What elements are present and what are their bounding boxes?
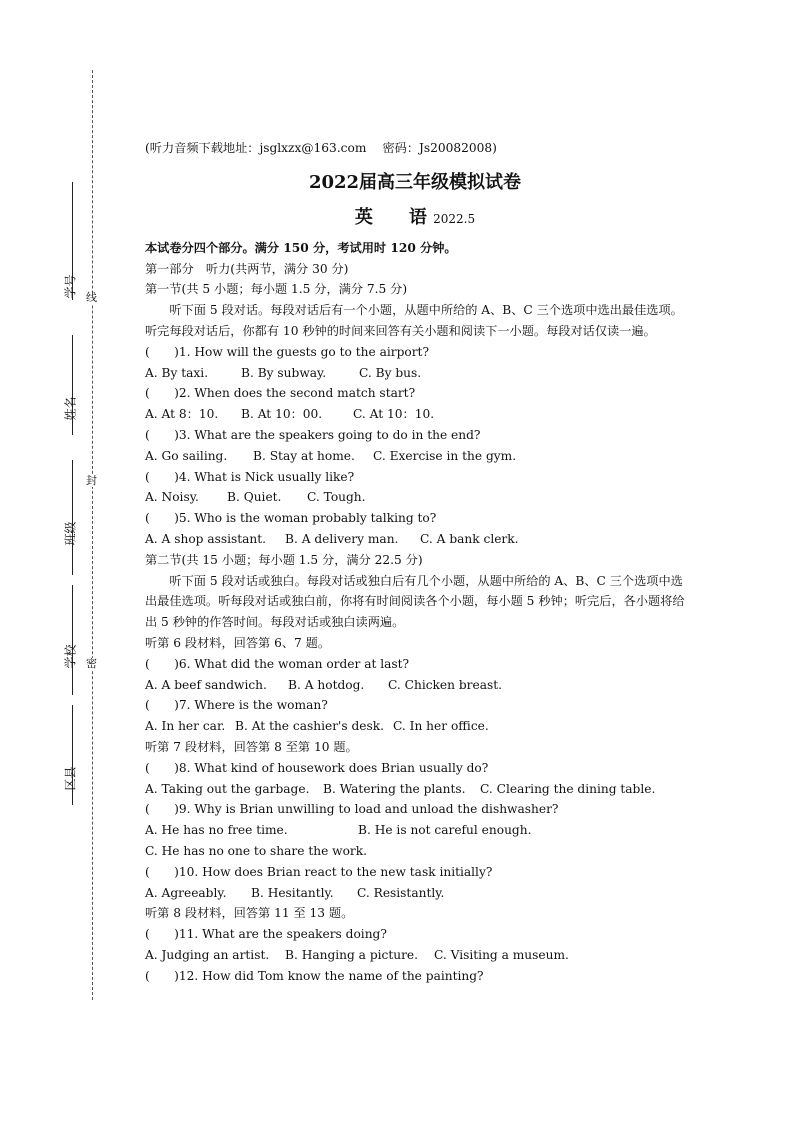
question-3: ( )3. What are the speakers going to do in the end? xyxy=(145,427,481,442)
question-9-options-row1 xyxy=(145,820,685,841)
question-4: ( )4. What is Nick usually like? xyxy=(145,469,355,484)
q2-option-a[interactable]: A. At 8：10. xyxy=(145,407,219,422)
material-7-heading: 听第 7 段材料，回答第 8 至第 10 题。 xyxy=(145,739,358,754)
q11-option-a[interactable]: A. Judging an artist. xyxy=(145,947,270,962)
q1-option-b[interactable]: B. By subway. xyxy=(241,365,327,380)
q5-option-a[interactable]: A. A shop assistant. xyxy=(145,531,267,546)
q2-option-c[interactable]: C. At 10：10. xyxy=(353,407,435,422)
q4-option-c[interactable]: C. Tough. xyxy=(307,490,366,505)
q6-option-a[interactable]: A. A beef sandwich. xyxy=(145,677,267,692)
q8-option-c[interactable]: C. Clearing the dining table. xyxy=(480,781,656,796)
district-label: 区县 xyxy=(63,766,78,791)
q6-option-b[interactable]: B. A hotdog. xyxy=(288,677,365,692)
name-label: 姓名 xyxy=(63,396,78,421)
class-label: 班级 xyxy=(63,521,78,546)
student-id-label: 学号 xyxy=(63,274,78,299)
q11-option-c[interactable]: C. Visiting a museum. xyxy=(434,947,569,962)
question-8-options xyxy=(145,779,685,800)
question-9-options-row2 xyxy=(145,841,685,862)
question-11: ( )11. What are the speakers doing? xyxy=(145,927,387,942)
exam-title: 2022届高三年级模拟试卷 xyxy=(308,171,522,193)
q3-option-a[interactable]: A. Go sailing. xyxy=(145,448,228,463)
q9-option-b[interactable]: B. He is not careful enough. xyxy=(358,823,532,838)
exam-intro: 本试卷分四个部分。满分 150 分，考试用时 120 分钟。 xyxy=(145,240,457,255)
q2-option-b[interactable]: B. At 10：00. xyxy=(241,407,323,422)
q4-option-b[interactable]: B. Quiet. xyxy=(227,490,282,505)
question-8: ( )8. What kind of housework does Brian usually do? xyxy=(145,760,489,775)
question-5: ( )5. Who is the woman probably talking to? xyxy=(145,511,437,526)
question-2: ( )2. When does the second match start? xyxy=(145,386,416,401)
q3-option-c[interactable]: C. Exercise in the gym. xyxy=(373,448,517,463)
q7-option-b[interactable]: B. At the cashier's desk. xyxy=(235,719,385,734)
class-blank[interactable] xyxy=(72,460,73,575)
question-6: ( )6. What did the woman order at last? xyxy=(145,656,410,671)
q3-option-b[interactable]: B. Stay at home. xyxy=(253,448,355,463)
q9-option-a[interactable]: A. He has no free time. xyxy=(145,823,288,838)
q8-option-a[interactable]: A. Taking out the garbage. xyxy=(145,781,310,796)
material-8-heading: 听第 8 段材料，回答第 11 至 13 题。 xyxy=(145,906,354,921)
question-4-options xyxy=(145,487,685,508)
q1-option-c[interactable]: C. By bus. xyxy=(359,365,422,380)
question-7-options xyxy=(145,716,685,737)
q7-option-c[interactable]: C. In her office. xyxy=(393,719,489,734)
q5-option-c[interactable]: C. A bank clerk. xyxy=(420,531,519,546)
school-label: 学校 xyxy=(63,644,78,669)
q1-option-a[interactable]: A. By taxi. xyxy=(145,365,209,380)
part1-heading: 第一部分 听力(共两节，满分 30 分) xyxy=(145,261,349,276)
binding-char-feng: 封 xyxy=(86,474,97,487)
question-9: ( )9. Why is Brian unwilling to load and unload the dishwasher? xyxy=(145,802,559,817)
binding-dashed-line xyxy=(92,70,93,1000)
binding-char-mi: 密 xyxy=(86,657,97,670)
section1-heading: 第一节(共 5 小题；每小题 1.5 分，满分 7.5 分) xyxy=(145,282,408,297)
q6-option-c[interactable]: C. Chicken breast. xyxy=(388,677,502,692)
material-6-heading: 听第 6 段材料，回答第 6、7 题。 xyxy=(145,635,331,650)
question-12: ( )12. How did Tom know the name of the painting? xyxy=(145,968,484,983)
question-5-options xyxy=(145,529,685,550)
exam-date: 2022.5 xyxy=(433,211,476,226)
question-11-options xyxy=(145,945,685,966)
question-10-options xyxy=(145,883,685,904)
subject-name: 英 语 xyxy=(354,206,427,228)
q7-option-a[interactable]: A. In her car. xyxy=(145,719,226,734)
question-6-options xyxy=(145,675,685,696)
subject-title xyxy=(145,203,685,234)
q10-option-c[interactable]: C. Resistantly. xyxy=(357,885,445,900)
question-2-options xyxy=(145,404,685,425)
question-10: ( )10. How does Brian react to the new task initially? xyxy=(145,864,493,879)
question-3-options xyxy=(145,446,685,467)
q8-option-b[interactable]: B. Watering the plants. xyxy=(323,781,466,796)
audio-download-note: (听力音频下载地址：jsglxzx@163.com 密码：Js20082008) xyxy=(145,141,497,155)
q11-option-b[interactable]: B. Hanging a picture. xyxy=(285,947,418,962)
question-1-options xyxy=(145,363,685,384)
binding-char-xian: 线 xyxy=(86,291,97,304)
q5-option-b[interactable]: B. A delivery man. xyxy=(285,531,399,546)
q9-option-c[interactable]: C. He has no one to share the work. xyxy=(145,843,368,858)
section2-heading: 第二节(共 15 小题；每小题 1.5 分，满分 22.5 分) xyxy=(145,552,423,567)
exam-content xyxy=(145,138,685,986)
section2-instructions: 听下面 5 段对话或独白。每段对话或独白后有几个小题，从题中所给的 A、B、C 三个选项中选出最佳选项。听每段对话或独白前，你将有时间阅读各个小题，每小题 5 秒钟；听完后，各小题将给出 5 秒钟的作答时间。每段对话或独白读两遍。 xyxy=(145,573,685,630)
section1-instructions: 听下面 5 段对话。每段对话后有一个小题，从题中所给的 A、B、C 三个选项中选出最佳选项。听完每段对话后，你都有 10 秒钟的时间来回答有关小题和阅读下一小题。每段对话仅读一遍。 xyxy=(145,303,683,338)
question-7: ( )7. Where is the woman? xyxy=(145,698,328,713)
q10-option-b[interactable]: B. Hesitantly. xyxy=(251,885,334,900)
school-blank[interactable] xyxy=(72,585,73,695)
q4-option-a[interactable]: A. Noisy. xyxy=(145,490,199,505)
q10-option-a[interactable]: A. Agreeably. xyxy=(145,885,227,900)
question-1: ( )1. How will the guests go to the airport? xyxy=(145,344,429,359)
